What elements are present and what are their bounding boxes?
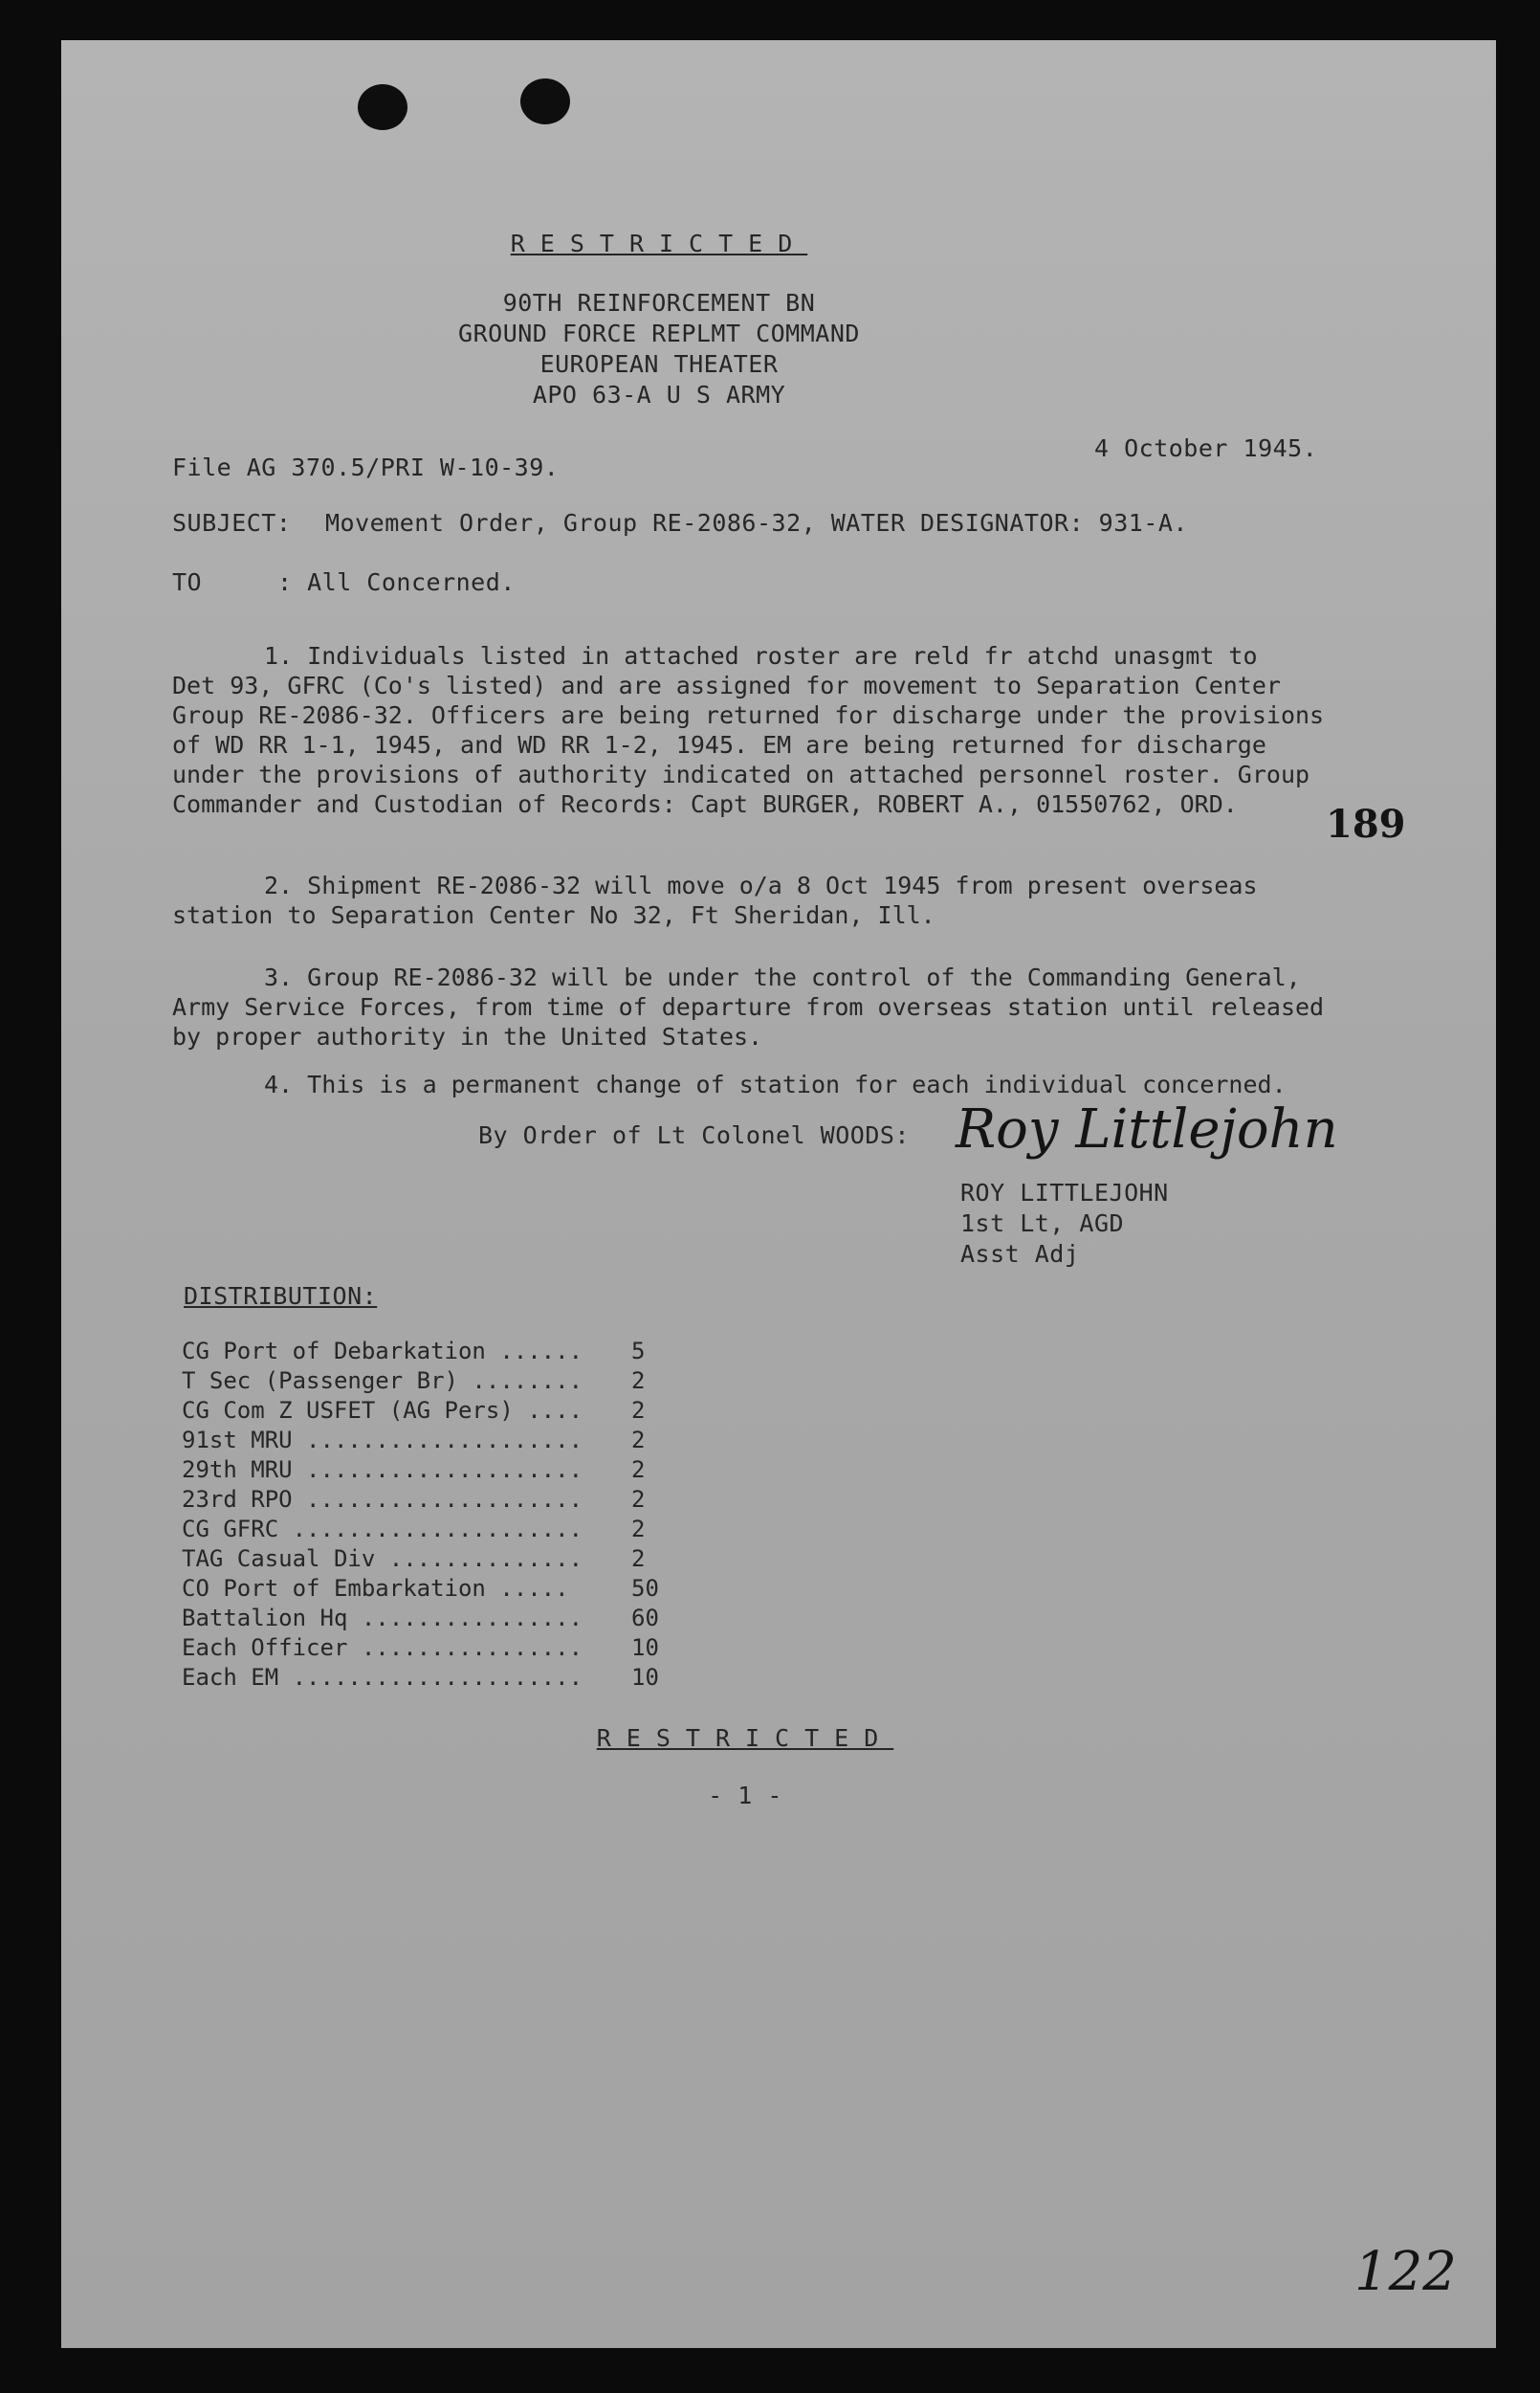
order-line: By Order of Lt Colonel WOODS: xyxy=(478,1121,910,1149)
punch-hole xyxy=(520,78,570,124)
distribution-row xyxy=(182,1664,659,1691)
distribution-label: Each Officer ................ xyxy=(182,1634,583,1661)
paragraph-line: station to Separation Center No 32, Ft Sheridan, Ill. xyxy=(172,901,935,929)
distribution-label: CG Com Z USFET (AG Pers) .... xyxy=(182,1397,583,1424)
handwritten-number: 122 xyxy=(1354,2241,1457,2303)
distribution-label: CG GFRC ..................... xyxy=(182,1516,583,1542)
distribution-count: 10 xyxy=(631,1664,659,1691)
paragraph-line: by proper authority in the United States. xyxy=(172,1023,763,1051)
distribution-count: 2 xyxy=(631,1427,646,1453)
distribution-count: 50 xyxy=(631,1575,659,1602)
paragraph-line: under the provisions of authority indicated on attached personnel roster. Group xyxy=(172,761,1310,788)
paragraph-line: 1. Individuals listed in attached roster are reld fr atchd unasgmt to xyxy=(264,642,1258,670)
paragraph-line: Commander and Custodian of Records: Capt BURGER, ROBERT A., 01550762, ORD. xyxy=(172,790,1238,818)
signature: Roy Littlejohn xyxy=(956,1098,1338,1161)
distribution-label: CG Port of Debarkation ...... xyxy=(182,1338,583,1364)
distribution-label: 29th MRU .................... xyxy=(182,1456,583,1483)
paragraph-line: 3. Group RE-2086-32 will be under the control of the Commanding General, xyxy=(264,964,1301,991)
paragraph-3 xyxy=(172,963,1324,1052)
stamp-number: 189 xyxy=(1326,802,1406,847)
paragraph-1 xyxy=(172,641,1324,819)
distribution-count: 2 xyxy=(631,1516,646,1542)
paragraph-4: 4. This is a permanent change of station for each individual concerned. xyxy=(264,1071,1287,1098)
paragraph-line: Group RE-2086-32. Officers are being returned for discharge under the provisions xyxy=(172,701,1325,729)
distribution-row xyxy=(182,1397,646,1424)
distribution-row xyxy=(182,1367,646,1394)
file-reference: File AG 370.5/PRI W-10-39. xyxy=(172,454,560,481)
document-date: 4 October 1945. xyxy=(1094,434,1318,462)
distribution-row xyxy=(182,1545,646,1572)
paragraph-line: Army Service Forces, from time of departure from overseas station until released xyxy=(172,993,1325,1021)
distribution-label: Each EM ..................... xyxy=(182,1664,583,1691)
to-text: : All Concerned. xyxy=(277,568,516,596)
unit-line-1: 90TH REINFORCEMENT BN xyxy=(502,289,816,317)
distribution-row xyxy=(182,1338,646,1364)
distribution-count: 2 xyxy=(631,1486,646,1513)
unit-line-4: APO 63-A U S ARMY xyxy=(532,381,786,409)
subject-text: Movement Order, Group RE-2086-32, WATER DESIGNATOR: 931-A. xyxy=(325,509,1188,537)
distribution-row xyxy=(182,1456,646,1483)
page-number: - 1 - xyxy=(708,1782,782,1809)
signer-rank: 1st Lt, AGD xyxy=(960,1209,1125,1237)
distribution-count: 60 xyxy=(631,1605,659,1631)
distribution-count: 2 xyxy=(631,1545,646,1572)
distribution-row xyxy=(182,1516,646,1542)
signer-title: Asst Adj xyxy=(960,1240,1080,1268)
paragraph-2 xyxy=(172,871,1258,930)
distribution-row xyxy=(182,1575,659,1602)
subject-label: SUBJECT: xyxy=(172,509,292,537)
punch-hole xyxy=(358,84,407,130)
distribution-count: 5 xyxy=(631,1338,646,1364)
distribution-row xyxy=(182,1486,646,1513)
distribution-count: 2 xyxy=(631,1367,646,1394)
distribution-row xyxy=(182,1427,646,1453)
unit-line-3: EUROPEAN THEATER xyxy=(539,350,779,378)
distribution-label: 23rd RPO .................... xyxy=(182,1486,583,1513)
document-page xyxy=(61,40,1496,2348)
distribution-count: 2 xyxy=(631,1456,646,1483)
distribution-label: 91st MRU .................... xyxy=(182,1427,583,1453)
distribution-count: 2 xyxy=(631,1397,646,1424)
distribution-label: Battalion Hq ................ xyxy=(182,1605,583,1631)
distribution-label: CO Port of Embarkation ..... xyxy=(182,1575,569,1602)
distribution-count: 10 xyxy=(631,1634,659,1661)
distribution-label: TAG Casual Div .............. xyxy=(182,1545,583,1572)
to-label: TO xyxy=(172,568,203,596)
distribution-row xyxy=(182,1605,659,1631)
signer-name: ROY LITTLEJOHN xyxy=(960,1179,1169,1207)
paragraph-line: 2. Shipment RE-2086-32 will move o/a 8 Oct 1945 from present overseas xyxy=(264,872,1258,899)
distribution-title: DISTRIBUTION: xyxy=(184,1282,378,1310)
paragraph-line: of WD RR 1-1, 1945, and WD RR 1-2, 1945. EM are being returned for discharge xyxy=(172,731,1266,759)
unit-line-2: GROUND FORCE REPLMT COMMAND xyxy=(458,320,860,347)
classification-footer: RESTRICTED xyxy=(596,1724,894,1752)
distribution-row xyxy=(182,1634,659,1661)
paragraph-line: Det 93, GFRC (Co's listed) and are assigned for movement to Separation Center xyxy=(172,672,1281,699)
distribution-label: T Sec (Passenger Br) ........ xyxy=(182,1367,583,1394)
classification-header: RESTRICTED xyxy=(510,230,808,257)
